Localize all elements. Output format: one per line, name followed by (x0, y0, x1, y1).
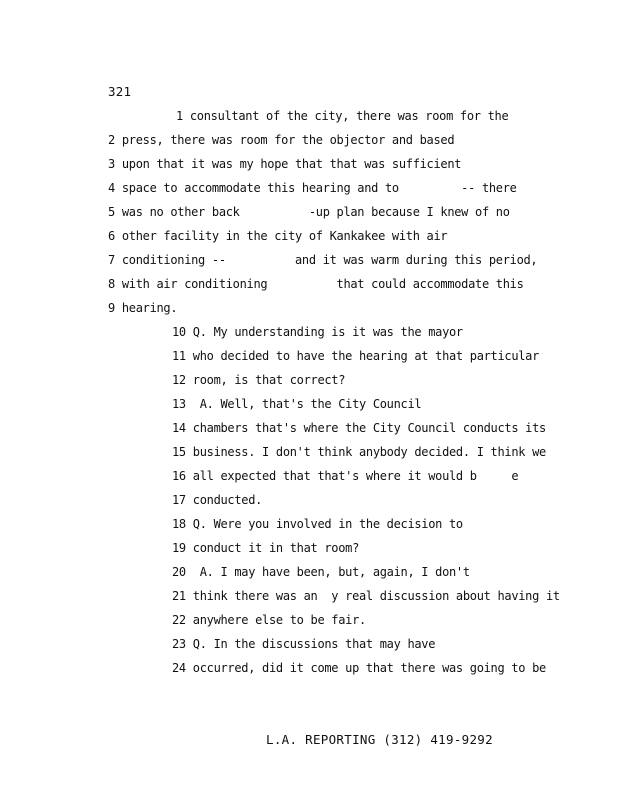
line-number: 23 (172, 637, 186, 651)
line-text: think there was an y real discussion about having it (192, 589, 560, 603)
line-number: 13 (172, 397, 186, 411)
transcript-line (172, 324, 463, 340)
transcript-line (172, 396, 421, 412)
transcript-line (172, 588, 560, 604)
transcript-line (172, 372, 345, 388)
line-text: occurred, did it come up that there was going to be (192, 661, 546, 675)
transcript-line (172, 540, 359, 556)
line-text: upon that it was my hope that that was sufficient (121, 157, 462, 171)
transcript-line (108, 252, 537, 268)
line-text: A. Well, that's the City Council (192, 397, 422, 411)
transcript-line (172, 636, 435, 652)
transcript-line (108, 276, 524, 292)
transcript-line (108, 180, 517, 196)
line-text: A. I may have been, but, again, I don't (192, 565, 470, 579)
transcript-line (108, 204, 510, 220)
line-number: 14 (172, 421, 186, 435)
line-text: was no other back -up plan because I knew of no (121, 205, 510, 219)
line-number: 10 (172, 325, 186, 339)
line-number: 18 (172, 517, 186, 531)
line-number: 12 (172, 373, 186, 387)
line-number: 19 (172, 541, 186, 555)
line-text: conduct it in that room? (192, 541, 359, 555)
transcript-line (172, 564, 470, 580)
line-text: hearing. (121, 301, 178, 315)
reporter-footer: L.A. REPORTING (312) 419-9292 (266, 732, 493, 747)
line-text: anywhere else to be fair. (192, 613, 366, 627)
line-number: 22 (172, 613, 186, 627)
transcript-line (172, 492, 262, 508)
transcript-line (172, 444, 546, 460)
line-number: 5 (108, 205, 115, 219)
line-number: 3 (108, 157, 115, 171)
transcript-line (172, 348, 539, 364)
line-text: consultant of the city, there was room for the (189, 109, 509, 123)
transcript-line (172, 516, 463, 532)
transcript-line (176, 108, 508, 124)
line-number: 6 (108, 229, 115, 243)
line-text: Q. In the discussions that may have (192, 637, 436, 651)
line-text: other facility in the city of Kankakee with air (121, 229, 448, 243)
line-text: with air conditioning that could accommodate this (121, 277, 524, 291)
transcript-line (172, 660, 546, 676)
line-number: 2 (108, 133, 115, 147)
transcript-line (108, 156, 461, 172)
line-text: space to accommodate this hearing and to -- there (121, 181, 517, 195)
line-number: 4 (108, 181, 115, 195)
transcript-line (172, 420, 546, 436)
transcript-line (108, 228, 447, 244)
line-text: Q. Were you involved in the decision to (192, 517, 463, 531)
line-number: 20 (172, 565, 186, 579)
line-text: conducted. (192, 493, 263, 507)
line-text: chambers that's where the City Council conducts its (192, 421, 546, 435)
line-text: Q. My understanding is it was the mayor (192, 325, 463, 339)
transcript-line (172, 612, 366, 628)
line-number: 8 (108, 277, 115, 291)
line-number: 21 (172, 589, 186, 603)
line-text: business. I don't think anybody decided. I think we (192, 445, 546, 459)
line-text: conditioning -- and it was warm during this period, (121, 253, 538, 267)
page-number: 321 (108, 84, 132, 99)
line-number: 15 (172, 445, 186, 459)
transcript-line (108, 300, 177, 316)
line-number: 11 (172, 349, 186, 363)
line-text: press, there was room for the objector and based (121, 133, 455, 147)
line-number: 17 (172, 493, 186, 507)
line-number: 7 (108, 253, 115, 267)
line-number: 9 (108, 301, 115, 315)
line-number: 16 (172, 469, 186, 483)
line-text: all expected that that's where it would b e (192, 469, 519, 483)
line-text: room, is that correct? (192, 373, 346, 387)
transcript-line (108, 132, 454, 148)
line-number: 24 (172, 661, 186, 675)
line-text: who decided to have the hearing at that particular (192, 349, 540, 363)
line-number: 1 (176, 109, 183, 123)
transcript-line (172, 468, 518, 484)
